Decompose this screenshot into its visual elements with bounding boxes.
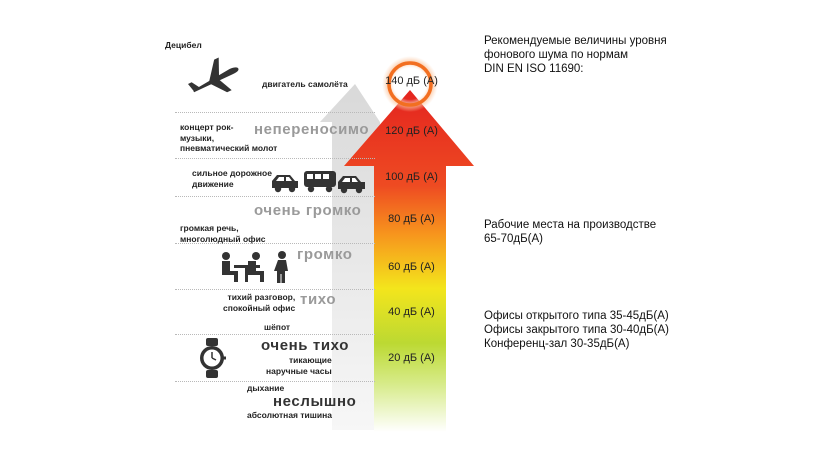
airplane-icon bbox=[188, 58, 242, 98]
traffic-icon bbox=[270, 168, 370, 194]
level-label-loud-speech: громкая речь, многолюдный офис bbox=[180, 223, 266, 244]
db-value: 100 дБ (А) bbox=[385, 171, 438, 183]
norms-note: Рекомендуемые величины уровня фонового шума по нормам DIN EN ISO 11690: bbox=[484, 35, 667, 75]
db-value: 40 дБ (А) bbox=[388, 306, 435, 318]
level-label-rock-concert: концерт рок- музыки, пневматический молот bbox=[180, 122, 278, 153]
level-label-silence: абсолютная тишина bbox=[247, 410, 332, 420]
level-label-breathing: дыхание bbox=[247, 383, 285, 393]
decibel-header: Децибел bbox=[165, 40, 202, 50]
db-value: 120 дБ (А) bbox=[385, 125, 438, 137]
zone-unbearable: непереносимо bbox=[254, 121, 370, 138]
separator bbox=[175, 196, 375, 197]
level-label-airplane: двигатель самолёта bbox=[262, 79, 348, 89]
level-label-whisper: шёпот bbox=[264, 322, 291, 332]
zone-very-quiet: очень тихо bbox=[261, 337, 349, 354]
people-talking-icon bbox=[218, 250, 294, 284]
separator bbox=[175, 334, 375, 335]
db-value: 80 дБ (А) bbox=[388, 213, 435, 225]
workplaces-note: Рабочие места на производстве 65-70дБ(А) bbox=[484, 219, 657, 245]
decibel-scale-arrow bbox=[338, 62, 488, 434]
db-value: 60 дБ (А) bbox=[388, 261, 435, 273]
zone-loud: громко bbox=[297, 246, 353, 263]
level-label-traffic: сильное дорожное движение bbox=[192, 168, 272, 189]
zone-quiet: тихо bbox=[300, 291, 337, 308]
wristwatch-icon bbox=[198, 338, 226, 378]
db-value: 20 дБ (А) bbox=[388, 352, 435, 364]
separator bbox=[175, 112, 375, 113]
separator bbox=[175, 158, 375, 159]
separator bbox=[175, 381, 375, 382]
zone-inaudible: неслышно bbox=[273, 393, 357, 410]
zone-very-loud: очень громко bbox=[254, 202, 362, 219]
offices-note: Офисы открытого типа 35-45дБ(А) Офисы закрытого типа 30-40дБ(А) Конференц-зал 30-35дБ(А) bbox=[484, 310, 669, 350]
level-label-quiet-talk: тихий разговор, спокойный офис bbox=[223, 292, 296, 313]
db-value: 140 дБ (А) bbox=[385, 75, 438, 87]
level-label-watch: тикающие наручные часы bbox=[266, 355, 332, 376]
separator bbox=[175, 289, 375, 290]
